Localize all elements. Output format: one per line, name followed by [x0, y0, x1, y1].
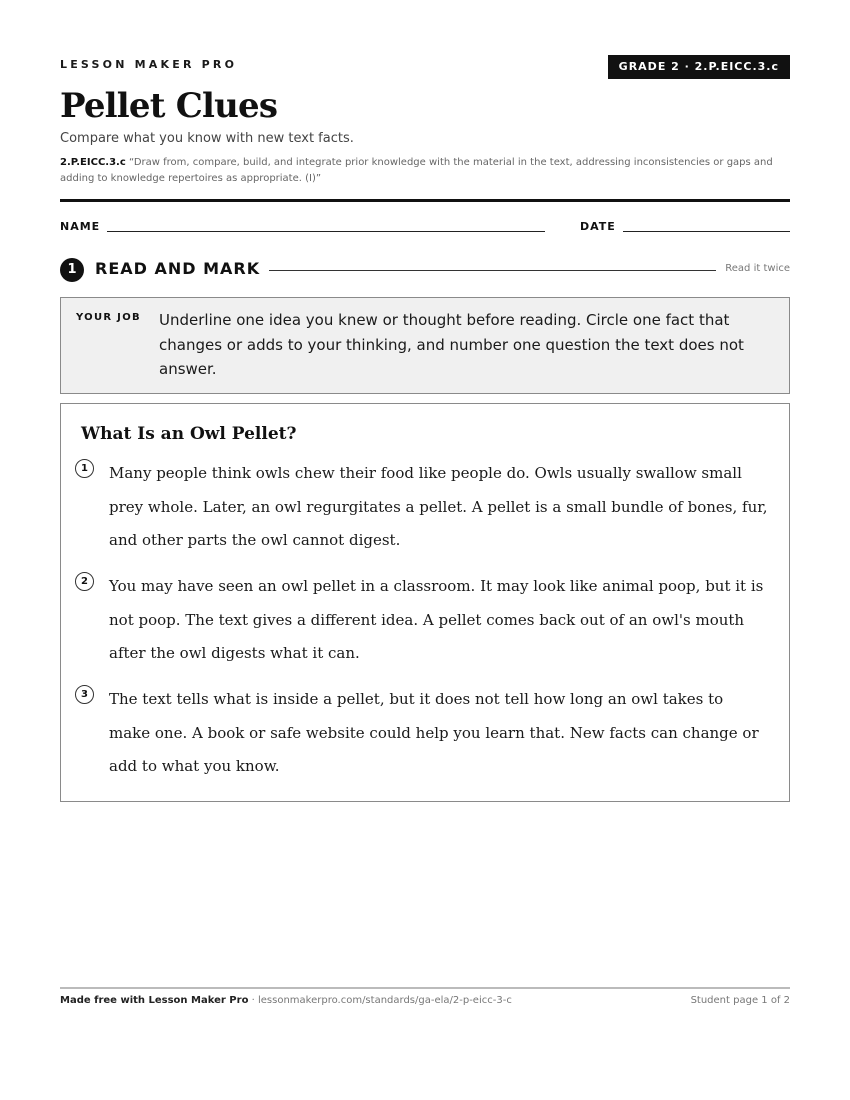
paragraph-text: You may have seen an owl pellet in a classroom. It may look like animal poop, but it is not poop. The text gives a different idea. A pellet comes back out of an owl's mouth after the owl digests what it can.	[109, 577, 764, 662]
your-job-label: YOUR JOB	[76, 312, 141, 323]
section-number-badge: 1	[60, 258, 84, 282]
your-job-instructions: Underline one idea you knew or thought before reading. Circle one fact that changes or adds to your thinking, and number one question the text does not answer.	[159, 311, 744, 378]
footer-divider	[60, 987, 790, 989]
brand-name: LESSON MAKER PRO	[60, 58, 238, 71]
section-divider	[269, 270, 716, 271]
worksheet-page	[60, 0, 790, 1100]
paragraph-number: 1	[75, 459, 94, 478]
passage-title: What Is an Owl Pellet?	[81, 424, 297, 444]
standard-code: 2.P.EICC.3.c	[60, 157, 126, 168]
footer-url[interactable]: · lessonmakerpro.com/standards/ga-ela/2-p-eicc-3-c	[248, 995, 512, 1006]
date-field-line[interactable]	[623, 231, 790, 232]
footer-page-number: Student page 1 of 2	[690, 995, 790, 1006]
section-hint: Read it twice	[725, 263, 790, 274]
footer-made-with: Made free with Lesson Maker Pro	[60, 995, 249, 1006]
standard-description	[60, 155, 790, 187]
paragraph-number: 3	[75, 685, 94, 704]
paragraph-number: 2	[75, 572, 94, 591]
name-field-line[interactable]	[107, 231, 545, 232]
grade-badge: GRADE 2 · 2.P.EICC.3.c	[608, 55, 790, 79]
standard-text: “Draw from, compare, build, and integrate prior knowledge with the material in the text, addressing inconsistencies or gaps and adding to knowledge repertoires as appropriate. (I)”	[60, 157, 773, 184]
page-subtitle: Compare what you know with new text facts.	[60, 131, 354, 146]
page-title: Pellet Clues	[60, 86, 278, 126]
header-divider	[60, 199, 790, 202]
paragraph-text: Many people think owls chew their food like people do. Owls usually swallow small prey whole. Later, an owl regurgitates a pellet. A pellet is a small bundle of bones, fur, and other parts the owl cannot digest.	[109, 464, 768, 549]
paragraph-text: The text tells what is inside a pellet, but it does not tell how long an owl takes to make one. A book or safe website could help you learn that. New facts can change or add to what you know.	[109, 690, 759, 775]
date-label: DATE	[580, 220, 616, 233]
reading-passage	[60, 403, 790, 802]
section-title: READ AND MARK	[95, 259, 261, 278]
your-job-box	[60, 297, 790, 394]
footer-credit	[60, 995, 512, 1006]
name-label: NAME	[60, 220, 101, 233]
